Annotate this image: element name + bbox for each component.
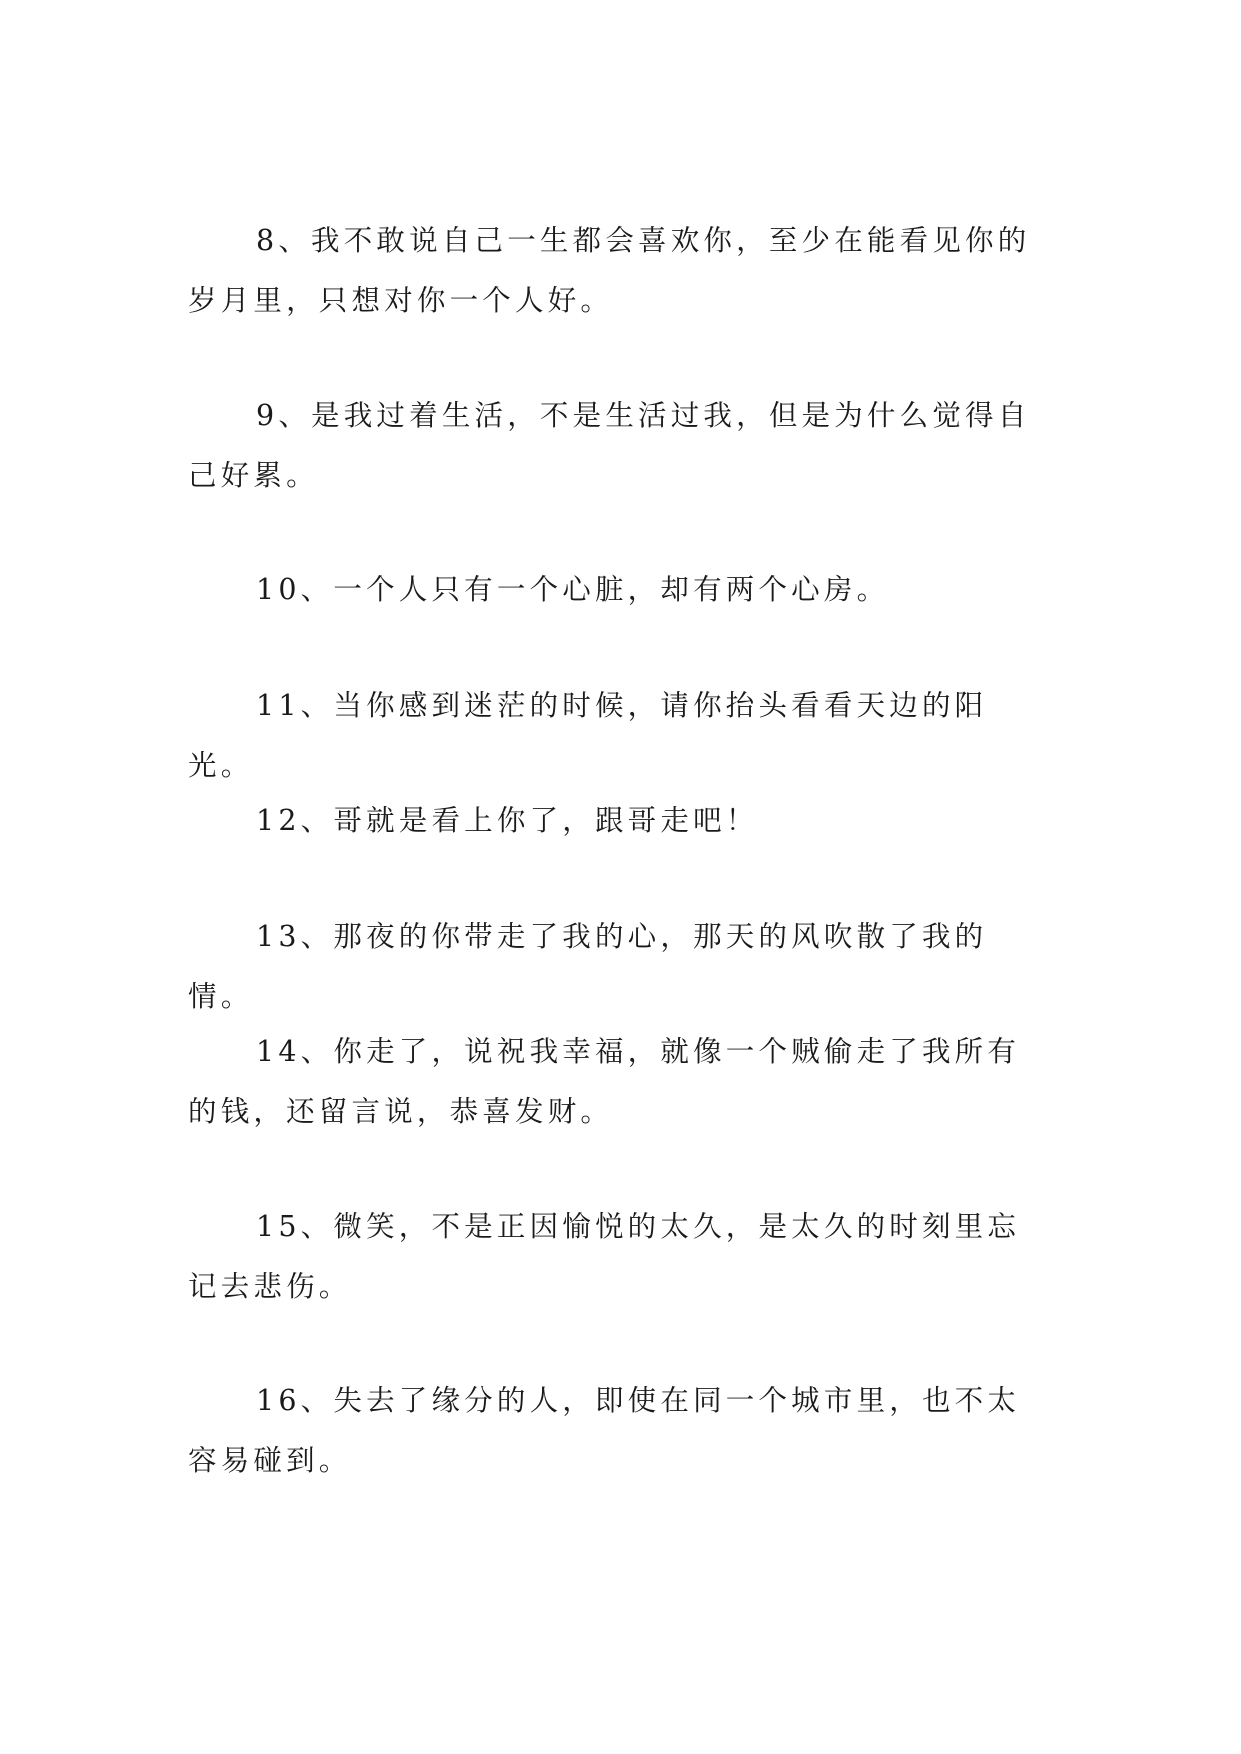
- paragraph-9: 9、是我过着生活，不是生活过我，但是为什么觉得自己好累。: [188, 399, 1031, 492]
- paragraph-8: 8、我不敢说自己一生都会喜欢你，至少在能看见你的岁月里，只想对你一个人好。: [188, 224, 1031, 317]
- paragraph-11: 11、当你感到迷茫的时候，请你抬头看看天边的阳光。: [188, 689, 988, 782]
- paragraph-16: 16、失去了缘分的人，即使在同一个城市里，也不太容易碰到。: [188, 1384, 1021, 1477]
- paragraph-15: 15、微笑，不是正因愉悦的太久，是太久的时刻里忘记去悲伤。: [188, 1210, 1021, 1303]
- paragraph-14: 14、你走了，说祝我幸福，就像一个贼偷走了我所有的钱，还留言说，恭喜发财。: [188, 1035, 1021, 1128]
- paragraph-13: 13、那夜的你带走了我的心，那天的风吹散了我的情。: [188, 920, 988, 1013]
- paragraph-12: 12、哥就是看上你了，跟哥走吧！: [256, 804, 759, 837]
- paragraph-10: 10、一个人只有一个心脏，却有两个心房。: [256, 573, 890, 606]
